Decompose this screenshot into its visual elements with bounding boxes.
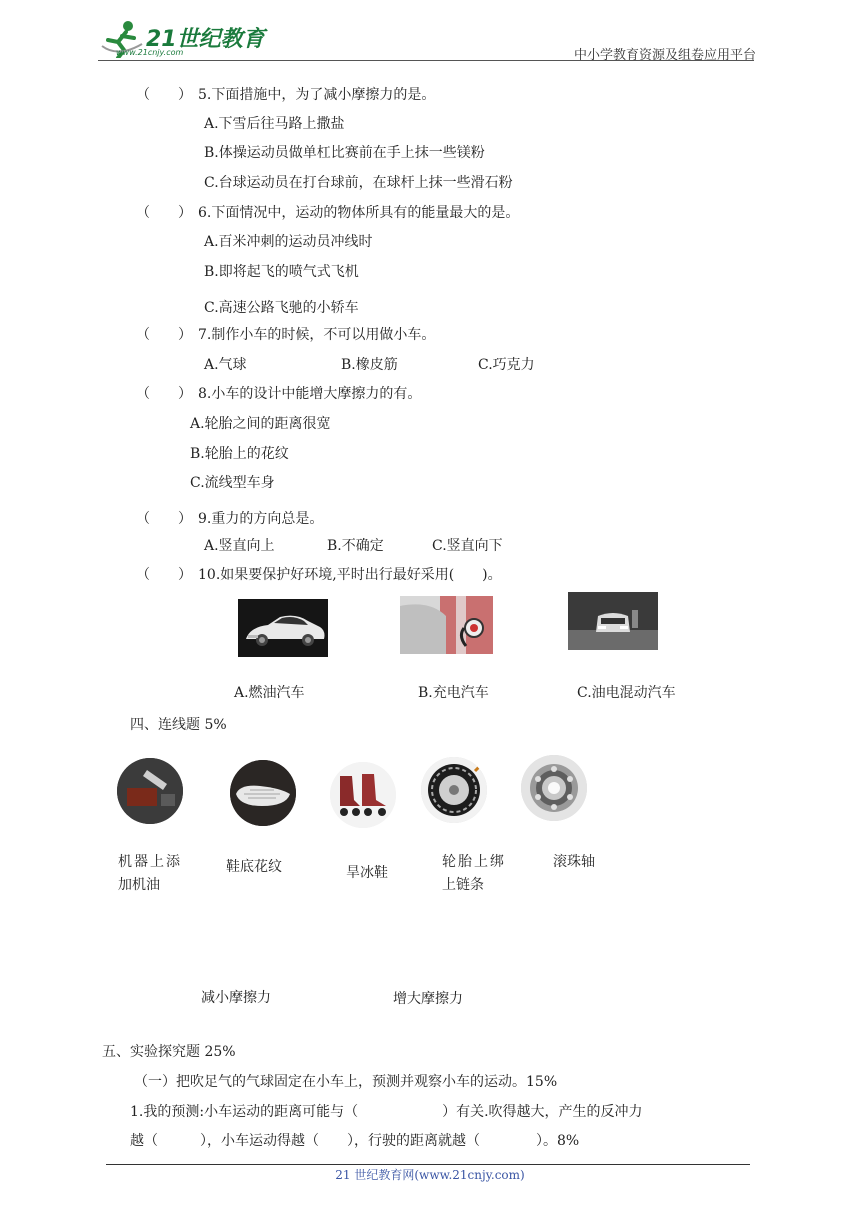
q7-option-b: B.橡皮筋 [341, 357, 398, 373]
q5-option-c: C.台球运动员在打台球前，在球杆上抹一些滑石粉 [204, 175, 513, 191]
q10-bracket: （ ） [136, 567, 192, 583]
item-shoe-sole: 鞋底花纹 [226, 859, 282, 875]
q7-bracket: （ ） [136, 327, 192, 343]
logo-text: 21世纪教育 [146, 27, 265, 52]
item-machine-oil-line2: 加机油 [118, 877, 160, 893]
header-divider [98, 60, 754, 61]
q5-option-b: B.体操运动员做单杠比赛前在手上抹一些镁粉 [204, 145, 485, 161]
roller-skate-icon [330, 762, 396, 828]
q8-bracket: （ ） [136, 386, 192, 402]
footer-divider [106, 1164, 750, 1165]
ball-bearing-icon [521, 755, 587, 821]
q9-stem: 9.重力的方向总是。 [198, 511, 324, 527]
tire-chain-icon [421, 757, 487, 823]
section4-title: 四、连线题 5% [130, 717, 227, 733]
q6-option-c: C.高速公路飞驰的小轿车 [204, 300, 359, 316]
q9-option-c: C.竖直向下 [432, 538, 503, 554]
q6-bracket: （ ） [136, 205, 192, 221]
platform-name: 中小学教育资源及组卷应用平台 [573, 48, 756, 63]
sedan-car-icon [238, 599, 328, 657]
q8-option-a: A.轮胎之间的距离很宽 [190, 416, 331, 432]
fuel-car-photo [238, 599, 328, 657]
shoe-sole-icon [230, 760, 296, 826]
q5-option-a: A.下雪后往马路上撒盐 [204, 116, 345, 132]
q10-option-a: A.燃油汽车 [234, 685, 305, 701]
q7-option-a: A.气球 [204, 357, 247, 373]
q7-option-c: C.巧克力 [478, 357, 535, 373]
item-tire-chain-line2: 上链条 [442, 877, 484, 893]
item-roller-skate: 旱冰鞋 [346, 865, 388, 881]
q6-option-a: A.百米冲刺的运动员冲线时 [204, 234, 373, 250]
target-reduce-friction: 减小摩擦力 [201, 990, 271, 1006]
q7-stem: 7.制作小车的时候，不可以用做小车。 [198, 327, 436, 343]
suv-car-icon [568, 592, 658, 650]
q9-option-b: B.不确定 [327, 538, 384, 554]
item-ball-bearing: 滚珠轴 [553, 854, 595, 870]
section5-q1-line1: 1.我的预测:小车运动的距离可能与（ ）有关.吹得越大，产生的反冲力 [130, 1104, 643, 1120]
footer-text: 21 世纪教育网(www.21cnjy.com) [335, 1168, 525, 1182]
item-machine-oil-line1: 机器上添 [118, 854, 182, 870]
logo-url: www.21cnjy.com [116, 48, 184, 57]
section5-title: 五、实验探究题 25% [102, 1044, 236, 1060]
q8-option-b: B.轮胎上的花纹 [190, 446, 289, 462]
q8-option-c: C.流线型车身 [190, 475, 275, 491]
q10-option-c: C.油电混动汽车 [577, 685, 676, 701]
q5-bracket: （ ） [136, 87, 192, 103]
q9-option-a: A.竖直向上 [204, 538, 275, 554]
q6-stem: 6.下面情况中，运动的物体所具有的能量最大的是。 [198, 205, 520, 221]
electric-car-photo [400, 596, 493, 654]
machine-oil-icon [117, 758, 183, 824]
item-tire-chain-line1: 轮胎上绑 [442, 854, 506, 870]
target-increase-friction: 增大摩擦力 [393, 991, 463, 1007]
q8-stem: 8.小车的设计中能增大摩擦力的有。 [198, 386, 422, 402]
q10-option-b: B.充电汽车 [418, 685, 489, 701]
site-logo [98, 18, 268, 60]
section5-q1-line2: 越（ ），小车运动得越（ ），行驶的距离就越（ ）。8% [130, 1133, 580, 1149]
q9-bracket: （ ） [136, 511, 192, 527]
q5-stem: 5.下面措施中，为了减小摩擦力的是。 [198, 87, 436, 103]
hybrid-car-photo [568, 592, 658, 650]
charging-car-icon [400, 596, 493, 654]
q10-stem: 10.如果要保护好环境,平时出行最好采用( )。 [198, 567, 502, 583]
q6-option-b: B.即将起飞的喷气式飞机 [204, 264, 359, 280]
section5-sub1: （一）把吹足气的气球固定在小车上，预测并观察小车的运动。15% [134, 1074, 558, 1090]
